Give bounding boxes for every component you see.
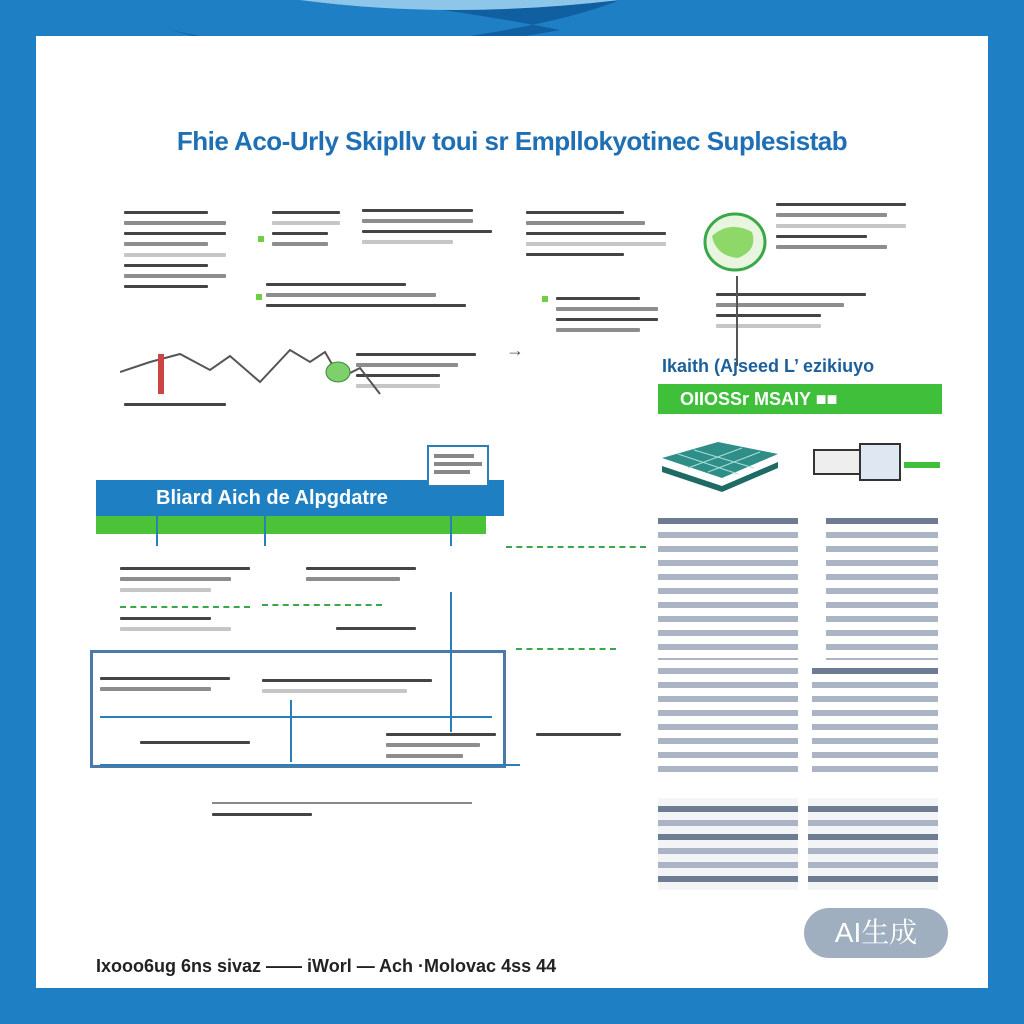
info-card <box>658 510 798 672</box>
text-block-4 <box>526 204 666 263</box>
page-title: Fhie Aco-Urly Skipllv toui sr Empllokyotinec Suplesistab <box>176 126 848 156</box>
flow-connector <box>506 546 646 548</box>
connector-line <box>290 700 292 762</box>
ai-generated-badge: AI生成 <box>804 908 948 958</box>
text-block-10 <box>716 286 866 335</box>
text-block-2 <box>272 204 352 253</box>
text-block-6 <box>556 290 676 339</box>
text-block-11 <box>120 560 250 599</box>
connector-line <box>100 764 520 766</box>
flow-connector <box>120 606 250 608</box>
connector-line <box>212 802 472 804</box>
map-sketch <box>120 332 460 412</box>
text-block-20 <box>536 726 636 743</box>
text-block-9 <box>776 196 906 256</box>
region-map-icon <box>700 206 770 276</box>
process-subbanner <box>96 516 486 534</box>
text-block-18 <box>386 726 496 765</box>
info-card <box>658 660 798 780</box>
text-block-19 <box>212 806 312 823</box>
info-card <box>826 510 938 672</box>
text-block-1 <box>124 204 244 295</box>
info-card <box>808 798 938 890</box>
connector-line <box>450 516 452 546</box>
connector-line <box>156 516 158 546</box>
document-stack-icon <box>424 440 504 500</box>
text-block-13 <box>120 610 250 638</box>
flow-connector <box>262 604 382 606</box>
connector-line <box>736 276 738 366</box>
right-banner: OIIOSSr MSAIY ■■ <box>658 384 942 414</box>
process-banner: Bliard Aich de Alpgdatre <box>96 480 504 516</box>
connector-line <box>264 516 266 546</box>
text-block-17 <box>140 734 250 751</box>
text-block-15 <box>100 670 230 698</box>
connector-line <box>100 716 492 718</box>
arrow-icon: → <box>506 340 524 360</box>
infographic-canvas <box>36 36 988 988</box>
green-marker <box>256 294 262 300</box>
solar-panel-icon <box>658 438 782 494</box>
server-device-icon <box>812 440 942 490</box>
info-card <box>658 798 798 890</box>
text-block-16 <box>262 672 432 700</box>
green-marker <box>542 296 548 302</box>
connector-line <box>450 592 452 732</box>
footer-caption: Ixooo6ug 6ns sivaz —— iWorl — Ach ·Molovac 4ss 44 <box>96 956 557 976</box>
text-block-3 <box>362 202 492 251</box>
flow-connector <box>516 648 616 650</box>
green-marker <box>258 236 264 242</box>
section-heading: Ikaith (Ajseed L’ ezikiuyo <box>662 356 875 376</box>
text-block-14 <box>336 620 416 637</box>
text-block-5 <box>266 276 466 314</box>
info-card <box>812 660 938 780</box>
text-block-12 <box>306 560 416 588</box>
